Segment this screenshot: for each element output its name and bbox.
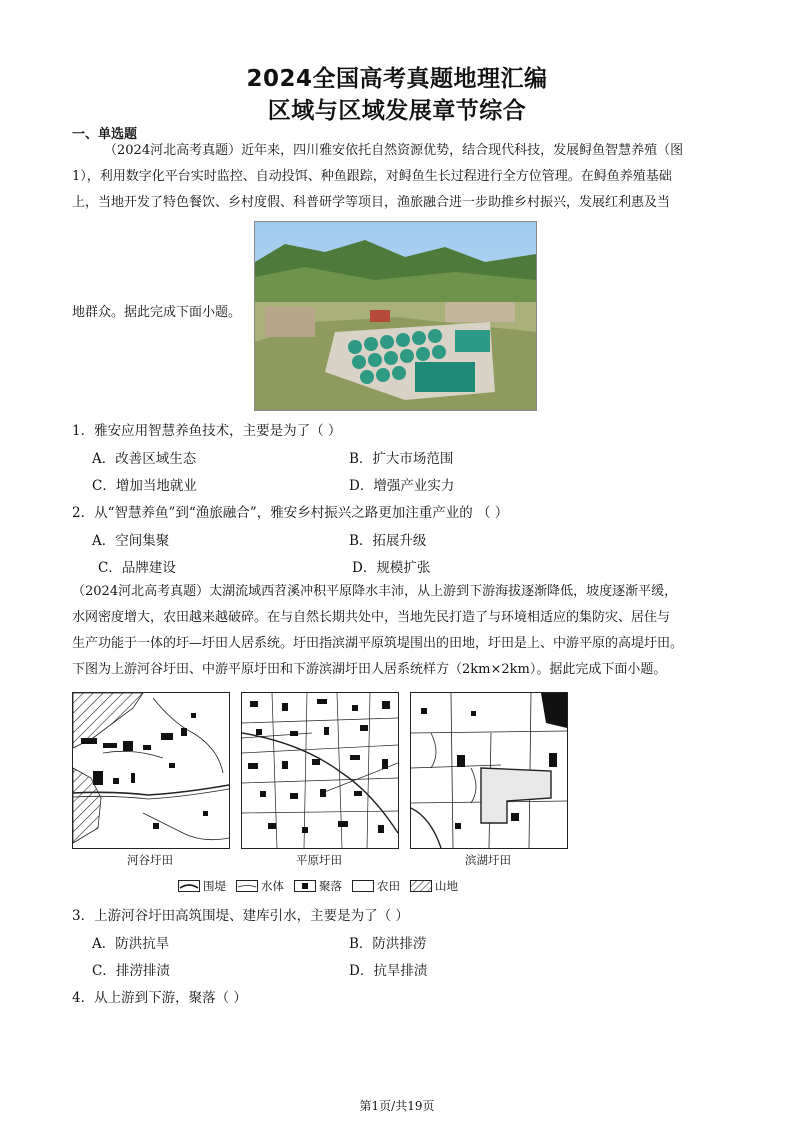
q2-option-d[interactable]: D．规模扩张 [352, 560, 431, 576]
q3-option-b[interactable]: B．防洪排涝 [349, 936, 427, 952]
q2-option-b[interactable]: B．拓展升级 [349, 533, 427, 549]
page-subtitle: 区域与区域发展章节综合 [267, 98, 527, 124]
map-lakeside-dike-field [410, 692, 568, 849]
q2-stem: 2．从“智慧养鱼”到“渔旅融合”，雅安乡村振兴之路更加注重产业的 （ ） [72, 505, 509, 521]
q1-option-c[interactable]: C．增加当地就业 [92, 478, 197, 494]
passage1-line2: 1），利用数字化平台实时监控、自动投饵、种鱼跟踪，对鲟鱼生长过程进行全方位管理。在鲟鱼养殖基础 [72, 169, 672, 184]
q2-option-c[interactable]: C．品牌建设 [98, 560, 176, 576]
q4-stem: 4．从上游到下游，聚落（ ） [72, 990, 247, 1006]
map-plain-dike-field [241, 692, 399, 849]
section-heading: 一、单选题 [72, 127, 138, 142]
q1-option-b[interactable]: B．扩大市场范围 [349, 451, 454, 467]
passage2-line2: 水网密度增大，农田越来越破碎。在与自然长期共处中，当地先民打造了与环境相适应的集防灾、居住与 [72, 610, 671, 625]
legend-mountain-label: 山地 [435, 879, 458, 893]
page-title: 2024全国高考真题地理汇编 [246, 66, 548, 92]
fish-farm-photo [254, 221, 537, 411]
legend-dike-label: 围堤 [203, 879, 226, 893]
passage1-line3: 上，当地开发了特色餐饮、乡村度假、科普研学等项目，渔旅融合进一步助推乡村振兴，发展红利惠及当 [72, 195, 671, 210]
map-legend [178, 878, 462, 894]
passage2-line1: （2024河北高考真题）太湖流域西苕溪冲积平原降水丰沛，从上游到下游海拔逐渐降低，坡度逐渐平缓， [72, 584, 678, 599]
page-footer: 第1页/共19页 [359, 1099, 435, 1113]
farmland-legend-icon [352, 880, 374, 892]
dike-legend-icon [178, 880, 200, 892]
legend-water-label: 水体 [261, 879, 284, 893]
q3-option-c[interactable]: C．排涝排渍 [92, 963, 170, 979]
legend-settlement-label: 聚落 [319, 879, 342, 893]
q1-stem: 1．雅安应用智慧养鱼技术，主要是为了（ ） [72, 423, 342, 439]
passage2-line4: 下图为上游河谷圩田、中游平原圩田和下游滨湖圩田人居系统样方（2km×2km）。据此完成下面小题。 [72, 662, 667, 677]
passage1-line4: 地群众。据此完成下面小题。 [72, 305, 242, 320]
mountain-legend-icon [410, 880, 432, 892]
map-valley-dike-field [72, 692, 230, 849]
q1-option-a[interactable]: A．改善区域生态 [92, 451, 197, 467]
q3-stem: 3．上游河谷圩田高筑围堤、建库引水，主要是为了（ ） [72, 908, 409, 924]
map-caption-valley: 河谷圩田 [127, 853, 173, 867]
q2-option-a[interactable]: A．空间集聚 [92, 533, 170, 549]
passage1-line1: （2024河北高考真题）近年来，四川雅安依托自然资源优势，结合现代科技，发展鲟鱼智慧养殖（图 [104, 143, 684, 158]
q1-option-d[interactable]: D．增强产业实力 [349, 478, 455, 494]
map-caption-lakeside: 滨湖圩田 [465, 853, 511, 867]
settlement-legend-icon [294, 880, 316, 892]
legend-farmland-label: 农田 [377, 879, 400, 893]
passage2-line3: 生产功能于一体的圩—圩田人居系统。圩田指滨湖平原筑堤围出的田地，圩田是上、中游平原的高堤圩田。 [72, 636, 684, 651]
map-caption-plain: 平原圩田 [296, 853, 342, 867]
water-legend-icon [236, 880, 258, 892]
q3-option-a[interactable]: A．防洪抗旱 [92, 936, 170, 952]
q3-option-d[interactable]: D．抗旱排渍 [349, 963, 428, 979]
